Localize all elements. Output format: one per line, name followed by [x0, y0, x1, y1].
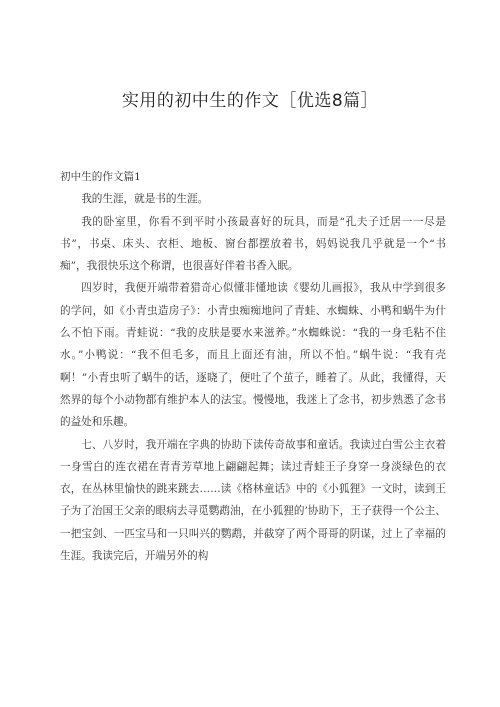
paragraph-1: 我的生涯，就是书的生涯。 — [81, 193, 209, 206]
document-body — [60, 166, 446, 567]
document-title: 实用的初中生的作文［优选8篇］ — [121, 91, 379, 111]
paragraph-3: 四岁时，我便开端带着猎奇心似懂非懂地读《婴幼儿画报》，我从中学到很多的学问，如《小青虫造房子》：小青虫痴痴地问了青蛙、水蜘蛛、小鸭和蜗牛为什么不怕下雨。青蛙说：“我的皮肤是要水来滋养。”水蜘蛛说：“我的一身毛粘不住水。”小鸭说：“我不但毛多，而且上面还有油，所以不怕。”蜗牛说：“我有壳啊！”小青虫听了蜗牛的话，逐晓了，便吐了个茧子，睡着了。从此，我懂得，天然界的每个小动物都有维护本人的法宝。慢慢地，我迷上了念书，初步熟悉了念书的益处和乐趣。 — [60, 282, 446, 429]
paragraph-4: 七、八岁时，我开端在字典的协助下读传奇故事和童话。我读过白雪公主衣着一身雪白的连衣裙在青青芳草地上翩翩起舞；读过青蛙王子身穿一身淡绿色的衣衣，在丛林里愉快的跳来跳去……读《格林童话》中的《小狐狸》一文时，读到王子为了治国王父亲的眼病去寻觅鹦鹉油，在小狐狸的’协助下，王子获得一个公主、一把宝剑、一匹宝马和一只叫兴的鹦鹉，并截穿了两个哥哥的阴谋，过上了幸福的生涯。我读完后，开端另外的构 — [60, 438, 446, 563]
paragraph-2: 我的卧室里，你看不到平时小孩最喜好的玩具，而是“孔夫子迁居一一尽是书”，书桌、床头、衣柜、地板、窗台都摆放着书，妈妈说我几乎就是一个“书痴”，我很快乐这个称谓，也很喜好伴着书香入眠。 — [60, 215, 446, 273]
section-heading: 初中生的作文篇1 — [60, 171, 141, 183]
